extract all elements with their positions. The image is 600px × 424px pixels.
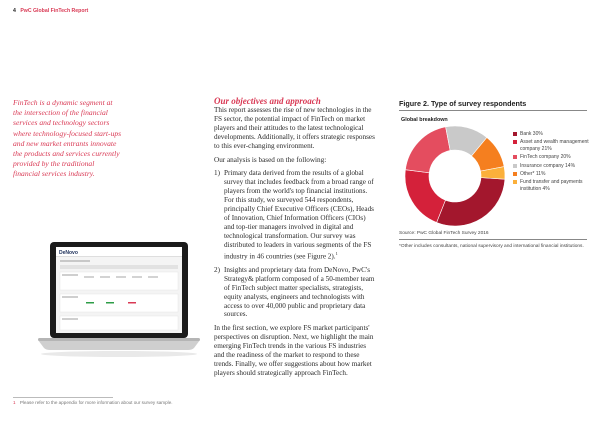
approach-list: [214, 169, 376, 319]
legend-swatch: [513, 180, 517, 184]
screen-line: [62, 296, 78, 298]
figure-title: Figure 2. Type of survey respondents: [399, 99, 527, 108]
legend-label: Fund transfer and payments institution 4%: [520, 179, 583, 192]
screen-line: [62, 274, 78, 276]
legend-item: [513, 139, 593, 152]
list-number: 2): [214, 265, 220, 274]
laptop-shadow: [41, 351, 197, 357]
legend-swatch: [513, 140, 517, 144]
laptop-illustration: [36, 240, 202, 360]
screen-line: [62, 318, 78, 320]
footnote-divider: [13, 397, 113, 398]
screen-indicator: [106, 302, 114, 304]
legend-item: [513, 163, 593, 169]
figure-source: Source: PwC Global FinTech Survey 2016: [399, 231, 489, 236]
main-column: [214, 96, 376, 383]
screen-divider: [56, 256, 182, 257]
page-number: 4: [13, 8, 16, 14]
list-item: [214, 169, 376, 260]
legend-swatch: [513, 132, 517, 136]
report-brand: PwC Global FinTech Report: [20, 8, 89, 14]
laptop-base: [38, 340, 200, 350]
screen-bar: [60, 265, 178, 269]
legend-label: FinTech company 20%: [520, 154, 571, 161]
donut-slices: [405, 126, 505, 226]
donut-chart: [403, 124, 507, 228]
legend-swatch: [513, 155, 517, 159]
screen-logo: DeNovo: [59, 250, 78, 256]
intro-callout: [13, 98, 123, 180]
screen-indicator: [86, 302, 94, 304]
legend-label: Asset and wealth management company 21%: [520, 139, 589, 152]
donut-slice: [405, 170, 445, 223]
list-number: 1): [214, 169, 220, 178]
chart-legend: [513, 131, 593, 194]
footnote-text: Please refer to the appendix for more information about our survey sample.: [19, 400, 173, 405]
donut-slice: [405, 127, 450, 173]
screen-line: [132, 276, 142, 278]
section-title: Our objectives and approach: [214, 96, 321, 106]
donut-slice: [437, 178, 505, 226]
legend-swatch: [513, 172, 517, 176]
list-item: [214, 266, 376, 319]
screen-indicator: [128, 302, 136, 304]
figure-subtitle: Global breakdown: [401, 117, 448, 123]
legend-item: [513, 171, 593, 177]
figure-divider: [399, 239, 587, 240]
figure-note: *Other includes consultants, national supervisory and international financial institutions.: [399, 244, 584, 249]
intro-text: FinTech is a dynamic segment at the intersection of the financial services and technology sectors where technology-focused start-ups and new market entrants innovate the products and services currently provided by the traditional financial services industry.: [13, 98, 122, 179]
footnote: [13, 400, 173, 405]
figure-divider: [399, 110, 587, 111]
page-header: [13, 8, 88, 14]
paragraph-1: This report assesses the rise of new technologies in the FS sector, the potential impact of FinTech on market players and their attitudes to the latest technological developments. Additionally, it offers strategic responses to this ever-changing environment.: [214, 106, 375, 150]
legend-label: Insurance company 14%: [520, 162, 576, 169]
screen-line: [84, 276, 94, 278]
legend-label: Bank 30%: [520, 131, 543, 137]
legend-item: [513, 179, 593, 192]
footnote-marker: 1: [13, 400, 16, 405]
legend-item: [513, 131, 593, 137]
screen-line: [116, 276, 126, 278]
legend-swatch: [513, 164, 517, 168]
screen-line: [100, 276, 110, 278]
screen-line: [60, 260, 90, 262]
legend-label: Other* 11%: [520, 171, 546, 178]
screen-line: [148, 276, 158, 278]
paragraph-2: Our analysis is based on the following:: [214, 155, 327, 164]
paragraph-3: In the first section, we explore FS market participants' perspectives on disruption. Next, we highlight the main emerging FinTech trends in the various FS industries and the readiness of the market to respond to these trends. Finally, we offer suggestions about how market players should strategically approach FinTech.: [214, 324, 374, 377]
footnote-ref: 1: [335, 250, 338, 256]
list-text: Insights and proprietary data from DeNovo, PwC's Strategy& platform composed of a 50-member team of FinTech subject matter specialists, strategists, equity analysts, engineers and technologists with access to over 40,000 public and proprietary data sources.: [224, 265, 375, 319]
list-text: Primary data derived from the results of a global survey that includes feedback from a broad range of players from the world's top financial institutions. For this study, we surveyed 544 respondents, principally Chief Executive Officers (CEOs), Heads of Innovation, Chief Information Officers (CIOs) and top-tier managers involved in digital and technological transformation. Our survey was distributed to leaders in various segments of the FS industry in 46 countries (see Figure 2).: [224, 169, 374, 260]
laptop-hinge: [38, 338, 200, 341]
legend-item: [513, 154, 593, 160]
